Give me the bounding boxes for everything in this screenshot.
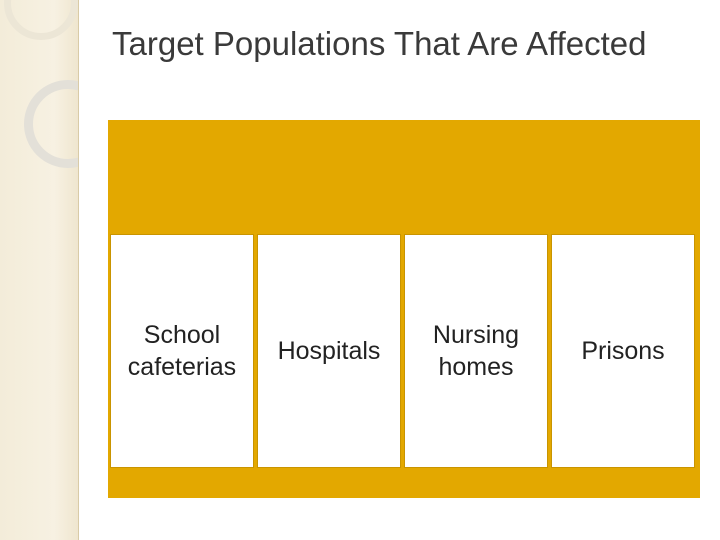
box-label: Prisons [581, 337, 665, 365]
box-hospitals [257, 234, 401, 468]
box-label: Nursing homes [432, 321, 520, 381]
decorative-ring [24, 80, 79, 168]
box-prisons [551, 234, 695, 468]
box-label: School cafeterias [127, 321, 237, 381]
decorative-ring [4, 0, 78, 40]
slide-title: Target Populations That Are Affected [112, 25, 647, 62]
box-nursing-homes [404, 234, 548, 468]
side-decoration-strip [0, 0, 79, 540]
box-label: Hospitals [277, 337, 381, 365]
smartart-panel [108, 120, 700, 498]
box-school-cafeterias [110, 234, 254, 468]
